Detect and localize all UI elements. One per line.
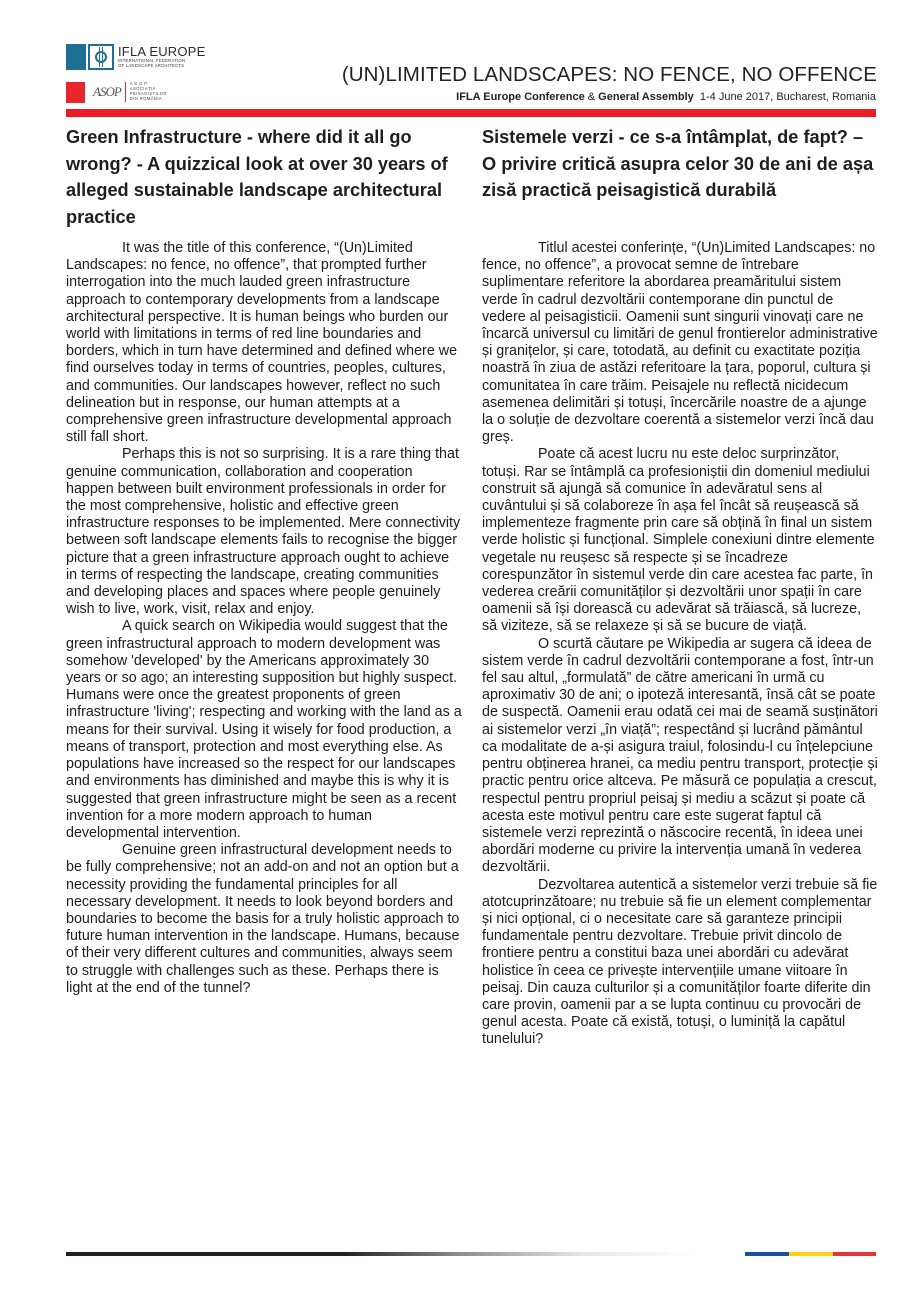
footer-gradient-bar xyxy=(66,1252,696,1256)
ampersand: & xyxy=(584,91,599,103)
conference-subtitle xyxy=(456,91,876,103)
conference-date-location: 1-4 June 2017, Bucharest, Romania xyxy=(693,91,876,103)
footer-flag-yellow xyxy=(789,1252,833,1256)
paragraph: A quick search on Wikipedia would suggest that the green infrastructural approach to modern development was somehow 'developed' by the Americans approximately 30 years or so ago; an interesting supposition but highly suspect. Humans were once the greatest proponents of green infrastructure 'living'; respecting and working with the land as a means for their survival. Using it wisely for food production, a means of transport, protection and most everything else. As populations have increased so the respect for our landscapes and environments has diminished and maybe this is why it is suggested that green infrastructure might be seen as a recent invention for a more modern approach to human developmental intervention. xyxy=(66,618,462,841)
ifla-logo-text xyxy=(118,45,205,68)
ifla-subtitle-2: OF LANDSCAPE ARCHITECTS xyxy=(118,63,185,68)
asop-logo xyxy=(66,81,167,103)
paragraph: Dezvoltarea autentică a sistemelor verzi trebuie să fie atotcuprinzătoare; nu trebuie să fie un element complementar și nici opțional, ci o necesitate care să garanteze principii fundamentale pentru dezvoltare. Trebuie privit dincolo de frontiere pentru a constitui baza unei abordări cu adevărat holistice în ceea ce privește intervențiile umane viitoare în peisaj. Din cauza culturilor și a comunităților foarte diferite din care provin, oamenii par a se lupta continuu cu provocări de genul acesta. Poate că există, totuși, o luminiță la capătul tunelului? xyxy=(482,876,878,1048)
article-title-romanian: Sistemele verzi - ce s-a întâmplat, de fapt? – O privire critică asupra celor 30 de ani de așa zisă practică peisagistică durabilă xyxy=(482,127,874,200)
paragraph: Poate că acest lucru nu este deloc surprinzător, totuși. Rar se întâmplă ca profesioniștii din domeniul mediului construit să ajungă să comunice în adevăratul sens al cuvântului și să colaboreze în așa fel încât să reușească să implementeze fragmente prin care să obțină în final un sistem verde holistic și funcțional. Simplele conexiuni dintre elemente vegetale nu reușesc să respecte și se încadreze corespunzător în sistemul verde din care acestea fac parte, în vederea creării comunităților și dezvoltării unor spații în care oamenii să își dorească cu adevărat să trăiască, să lucreze, să viziteze, să se relaxeze și să se bucure de viață. xyxy=(482,446,875,635)
paragraph: Perhaps this is not so surprising. It is a rare thing that genuine communication, collaboration and cooperation happen between built environment professionals in order for the most comprehensive, holistic and effective green infrastructure responses to be implemented. Mere connectivity between soft landscape elements fails to recognise the bigger picture that a green infrastructure approach ought to achieve in terms of respecting the landscape, creating communities and developing places and spaces where people genuinely wish to live, work, visit, relax and enjoy. xyxy=(66,446,461,618)
conference-name: IFLA Europe Conference xyxy=(456,91,585,103)
ifla-subtitle-1: INTERNATIONAL FEDERATION xyxy=(118,58,186,63)
asop-line-2: ASOCIAȚIA xyxy=(129,86,156,92)
asop-line-4: DIN ROMÂNIA xyxy=(129,95,163,101)
red-square-icon xyxy=(66,82,85,103)
ifla-name: IFLA EUROPE xyxy=(118,44,206,59)
paragraph: It was the title of this conference, “(Un)Limited Landscapes: no fence, no offence”, that prompted further interrogation into the much lauded green infrastructure approach to contemporary developments from a landscape architectural perspective. It is human beings who burden our world with limitations in terms of red line boundaries and borders, which in turn have determined and defined where we find ourselves today in terms of countries, peoples, cultures, and communities. Our landscapes however, reflect no such delineation but in response, our human attempts at a comprehensive green infrastructure developmental approach still fall short. xyxy=(66,240,458,446)
footer-flag-blue xyxy=(745,1252,789,1256)
ifla-europe-logo xyxy=(66,43,205,70)
general-assembly: General Assembly xyxy=(598,91,694,103)
article-romanian xyxy=(482,124,878,1049)
asop-logo-text xyxy=(130,82,167,101)
article-body-romanian xyxy=(482,240,878,1049)
paragraph: Genuine green infrastructural development needs to be fully comprehensive; not an add-on and not an option but a necessity providing the fundamental principles for all necessary development. It needs to look beyond borders and boundaries to become the basis for a truly holistic approach to future human intervention in the landscape. Humans, because of their very different cultures and communities, always seem to struggle with challenges such as these. Perhaps there is light at the end of the tunnel? xyxy=(66,842,460,996)
asop-line-1: A S O P xyxy=(129,81,148,87)
asop-mark-icon: ASOP xyxy=(93,84,121,99)
article-english xyxy=(66,124,462,997)
blue-square-icon xyxy=(66,44,86,70)
asop-line-3: PEISAGIȘTILOR xyxy=(129,91,167,96)
header-red-bar xyxy=(66,109,876,117)
ifla-emblem-icon xyxy=(88,44,114,70)
conference-title: (UN)LIMITED LANDSCAPES: NO FENCE, NO OFFENCE xyxy=(341,63,877,86)
paragraph: O scurtă căutare pe Wikipedia ar sugera că ideea de sistem verde în cadrul dezvoltării contemporane a fost, într-un fel sau altul, „formulată” de către americani în urmă cu aproximativ 30 de ani; o ipoteză interesantă, însă cât se poate de suspectă. Oamenii erau odată cei mai de seamă susținători ai sistemelor verzi „în viață”; respectând și lucrând pământul ca modalitate de a-și asigura traiul, folosindu-l cu înțelepciune pentru obținerea hranei, ca mediu pentru transport, protecție și practic pentru orice altceva. Pe măsură ce populația a crescut, respectul pentru propriul peisaj și mediu a scăzut și poate că acesta este motivul pentru care este sugerat faptul că sistemele verzi reprezintă o născocire recentă, în ideea unei abordări moderne cu privire la intervenția umană în vederea dezvoltării. xyxy=(482,635,878,876)
article-body-english xyxy=(66,240,462,997)
article-title-english: Green Infrastructure - where did it all go wrong? - A quizzical look at over 30 years of alleged sustainable landscape architectural practice xyxy=(66,127,448,227)
paragraph: Titlul acestei conferințe, “(Un)Limited Landscapes: no fence, no offence”, a provocat semne de întrebare suplimentare referitore la abordarea preamăritului sistem verde în cadrul dezvoltării contemporane din punctul de vedere al peisagisticii. Oamenii sunt singurii vinovați care ne încarcă universul cu limitări de genul frontierelor administrative și granițelor, și care, totodată, au definit cu exactitate poziția noastră în ziua de astăzi referitoare la țara, poporul, cultura și comunitatea în care trăim. Peisajele nu reflectă nicidecum asemenea delimitări și totuși, încercările noastre de a ajunge la o soluție de dezvoltare coerentă a sistemelor verzi încă dau greș. xyxy=(482,240,878,446)
footer-flag-red xyxy=(833,1252,876,1256)
asop-divider xyxy=(125,82,126,102)
